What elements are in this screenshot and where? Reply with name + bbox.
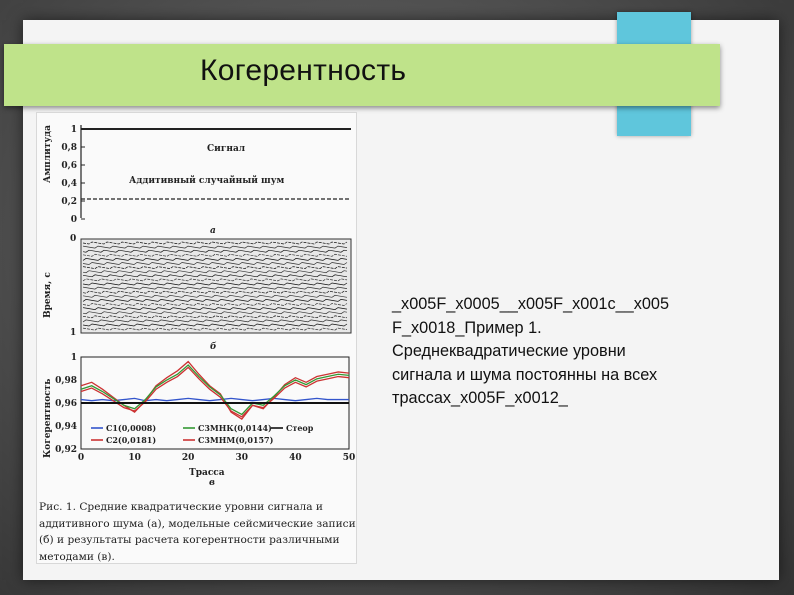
panel-a-tick-label: 0,6 bbox=[61, 161, 77, 171]
panel-b-letter: б bbox=[210, 342, 217, 352]
slide-body-text: _x005F_x0005__x005F_x001c__x005 F_x0018_Пример 1. Среднеквадратические уровни сигнала и шума постоянны на всех трассах_x005F_x0012_ bbox=[392, 295, 669, 407]
noise-label: Аддитивный случайный шум bbox=[129, 176, 285, 186]
panel-c-x-tick-label: 30 bbox=[235, 453, 249, 463]
seismic-records bbox=[81, 239, 351, 333]
panel-a-tick-label: 0,8 bbox=[61, 143, 77, 153]
panel-c-xlabel: Трасса bbox=[189, 468, 225, 478]
legend-label: C3МНМ(0,0157) bbox=[198, 435, 274, 445]
panel-c-x-tick-label: 50 bbox=[342, 453, 356, 463]
panel-b bbox=[43, 234, 351, 352]
panel-c-x-tick-label: 10 bbox=[128, 453, 141, 463]
panel-a-tick-label: 0 bbox=[70, 215, 77, 225]
legend-label: C3МНК(0,0144) bbox=[198, 423, 272, 433]
panel-a-tick-label: 0,4 bbox=[61, 179, 77, 189]
panel-a-tick-label: 1 bbox=[70, 125, 77, 135]
figure-caption: Рис. 1. Средние квадратические уровни сигнала и аддитивного шума (а), модельные сейсмические записи (б) и результаты расчета когерентности различными методами (в). bbox=[39, 501, 356, 563]
legend-label: C2(0,0181) bbox=[106, 435, 157, 445]
slide-title: Когерентность bbox=[200, 54, 407, 87]
legend-label: Cтеор bbox=[286, 423, 314, 433]
series-line-3 bbox=[81, 367, 349, 416]
panel-c-x-tick-label: 40 bbox=[289, 453, 302, 463]
figure-image bbox=[36, 112, 357, 564]
panel-c-y-tick-label: 1 bbox=[70, 353, 77, 363]
panel-c bbox=[43, 353, 355, 488]
panel-c-y-tick-label: 0,96 bbox=[55, 399, 77, 409]
coherence-chart bbox=[55, 353, 355, 463]
panel-a-ylabel: Амплитуда bbox=[43, 125, 53, 183]
panel-c-x-tick-label: 20 bbox=[181, 453, 195, 463]
series-line-0 bbox=[81, 398, 349, 400]
panel-b-tick-1: 1 bbox=[70, 328, 77, 338]
panel-c-x-tick-label: 0 bbox=[77, 453, 85, 463]
panel-c-ylabel: Когерентность bbox=[43, 378, 53, 458]
signal-label: Сигнал bbox=[207, 144, 246, 154]
panel-c-letter: в bbox=[209, 478, 215, 488]
legend-label: C1(0,0008) bbox=[106, 423, 157, 433]
panel-a-letter: а bbox=[210, 226, 216, 236]
panel-b-tick-0: 0 bbox=[70, 234, 77, 244]
panel-c-y-tick-label: 0,94 bbox=[55, 422, 77, 432]
figure-plots bbox=[37, 113, 358, 498]
panel-b-ylabel: Время, с bbox=[43, 272, 53, 318]
panel-a-tick-label: 0,2 bbox=[61, 197, 77, 207]
panel-c-y-tick-label: 0,92 bbox=[55, 445, 77, 455]
panel-c-y-tick-label: 0,98 bbox=[55, 376, 77, 386]
panel-a bbox=[43, 125, 351, 236]
